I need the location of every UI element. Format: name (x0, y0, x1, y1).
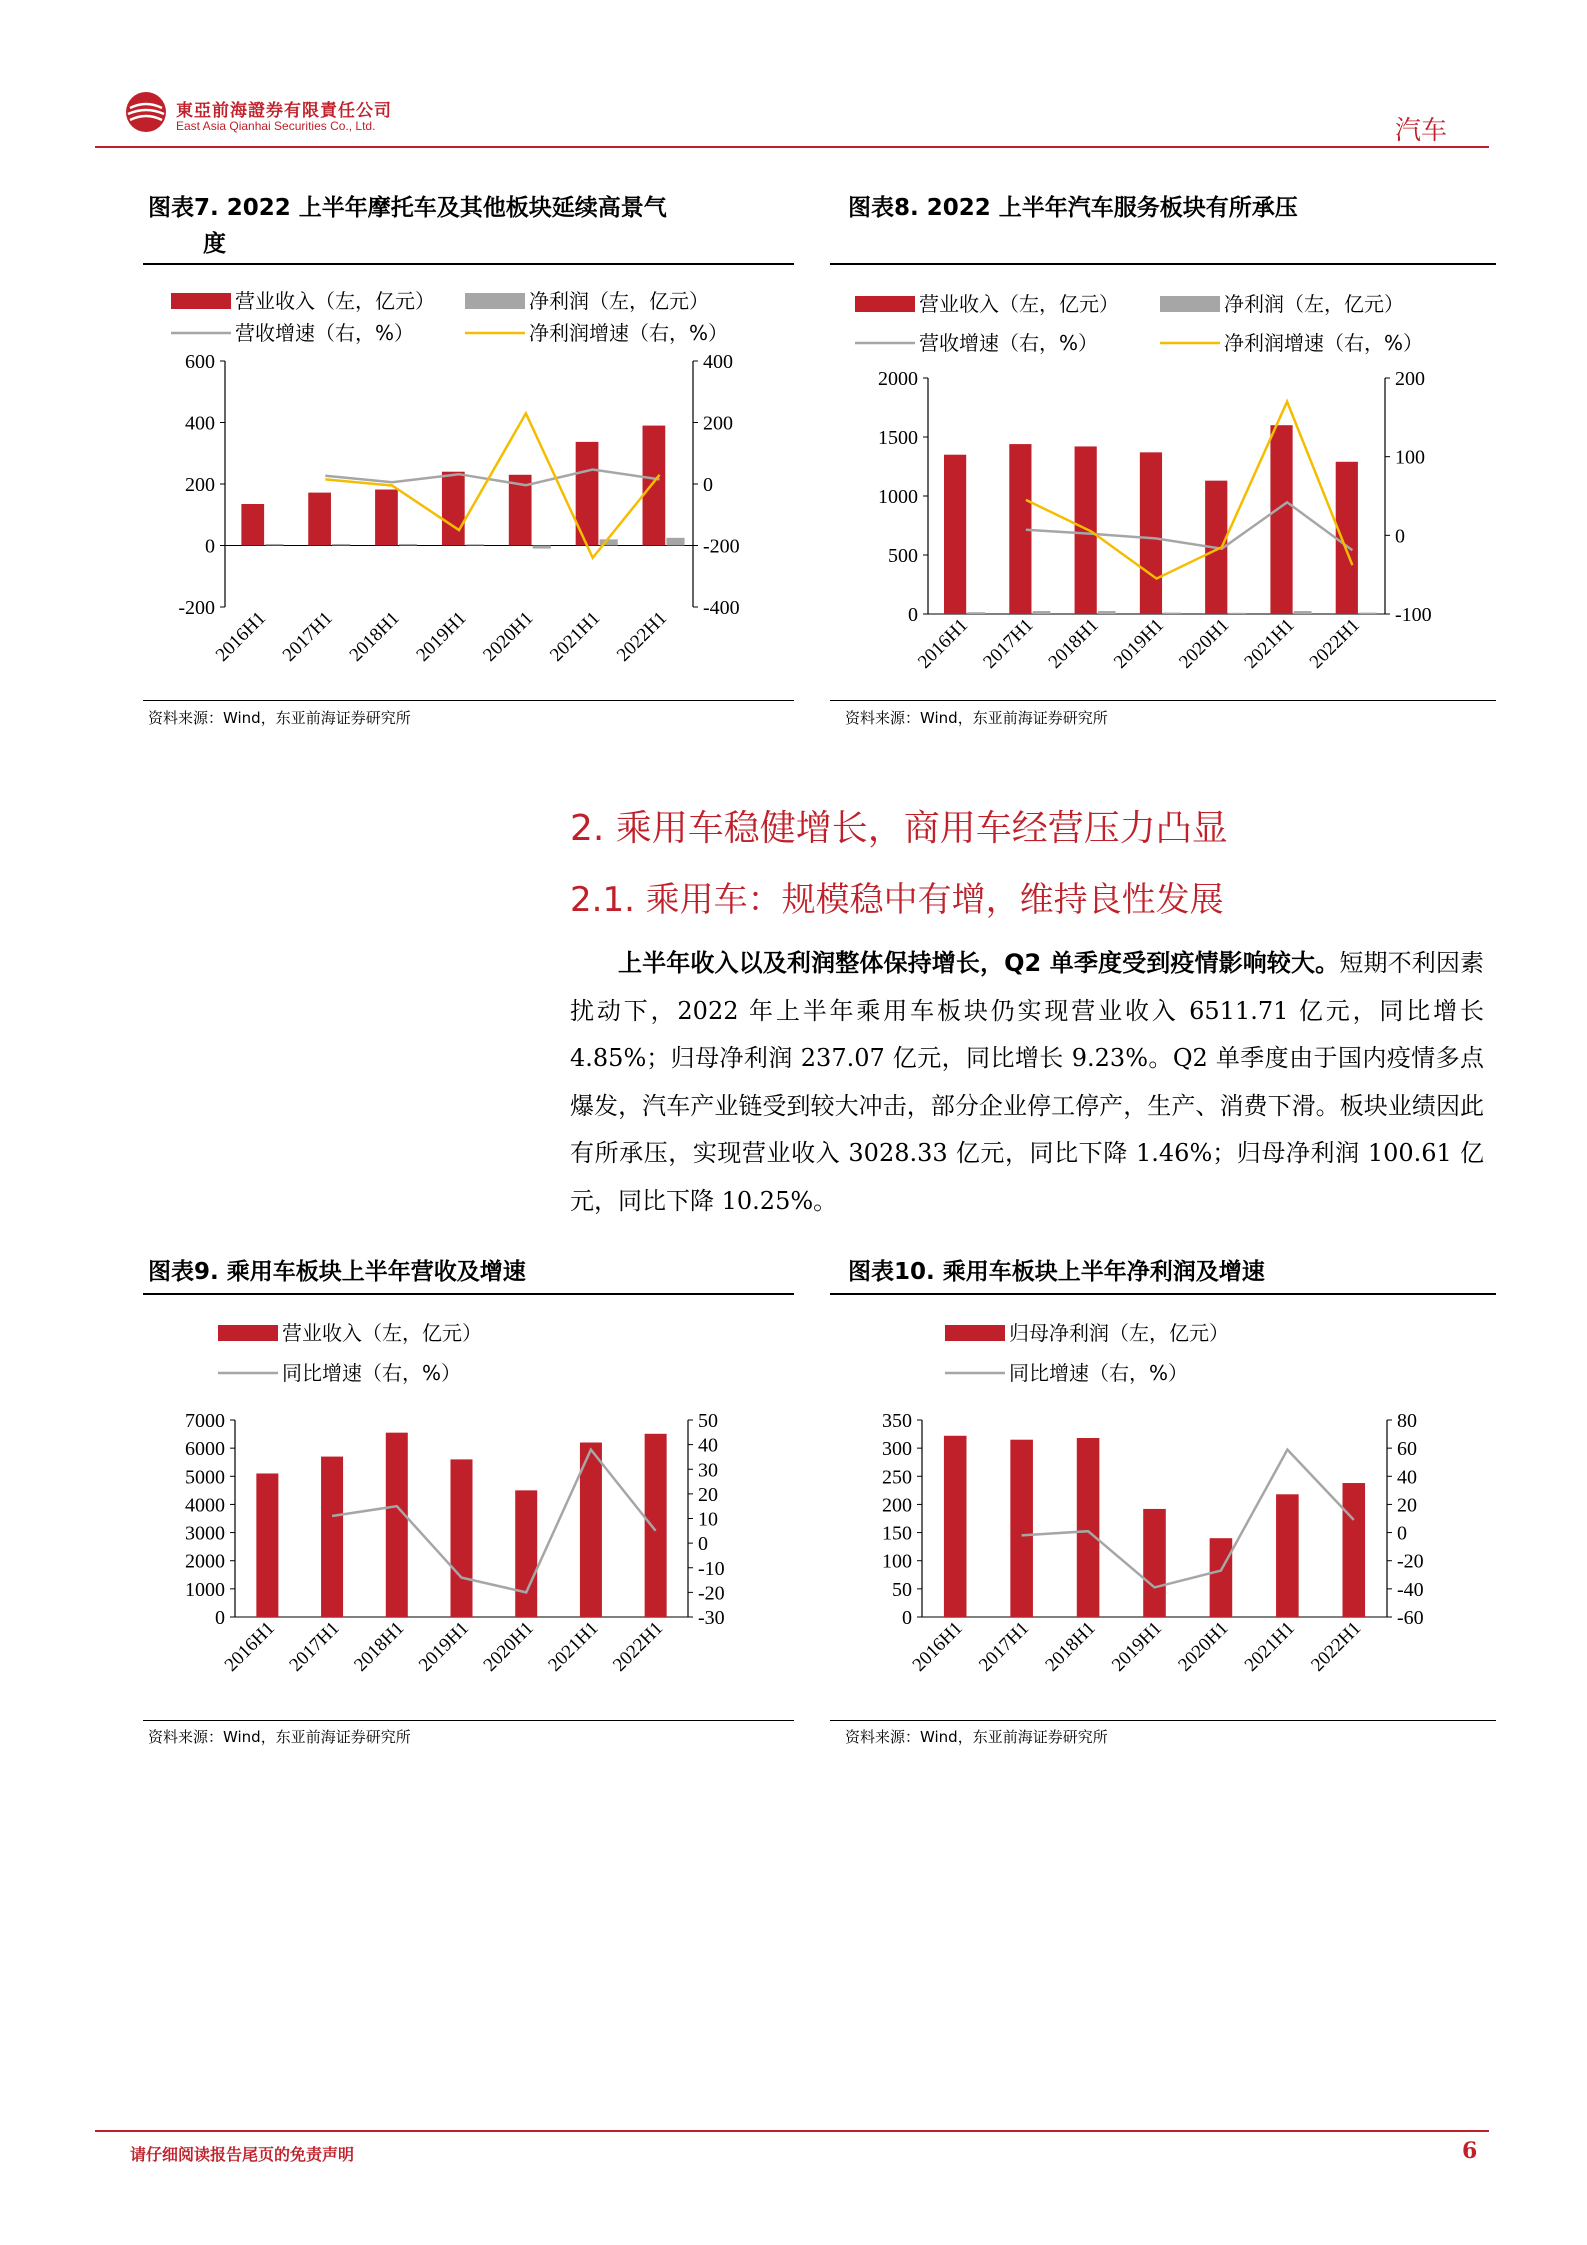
fig9-source: 资料来源：Wind，东亚前海证券研究所 (148, 1728, 411, 1746)
fig7-legend-label: 营收增速（右，%） (235, 321, 415, 345)
fig7-bar (308, 493, 331, 546)
fig8-bar (967, 612, 985, 614)
fig10-ytick-label: 0 (902, 1607, 912, 1629)
fig8-bar (944, 455, 966, 614)
fig8-bar (1163, 613, 1181, 614)
fig10-bar (1010, 1440, 1033, 1617)
fig7-source: 资料来源：Wind，东亚前海证券研究所 (148, 709, 411, 727)
fig10-y2tick-label: 0 (1397, 1522, 1407, 1545)
fig9-ytick-label: 5000 (185, 1466, 225, 1489)
footer-divider (95, 2130, 1489, 2132)
fig9-xtick-label: 2019H1 (414, 1617, 474, 1676)
fig7-y2tick-label: 200 (703, 412, 733, 435)
fig10-xtick-label: 2021H1 (1240, 1617, 1299, 1676)
fig10-ytick-label: 100 (882, 1550, 912, 1573)
fig7-bottom-rule (143, 700, 794, 701)
fig7-xtick-label: 2021H1 (546, 607, 605, 666)
fig8-bar (1033, 611, 1051, 614)
heading-section-2-1: 2.1. 乘用车：规模稳中有增，维持良性发展 (570, 880, 1224, 920)
fig10-y2tick-label: 60 (1397, 1438, 1417, 1461)
company-logo-icon (124, 90, 168, 134)
fig8-xtick-label: 2021H1 (1240, 614, 1299, 673)
fig9-bar (645, 1434, 667, 1617)
fig8-legend-label: 净利润（左，亿元） (1224, 292, 1404, 316)
fig8-y2tick-label: -100 (1395, 604, 1432, 626)
fig10-y2tick-label: -40 (1397, 1578, 1424, 1601)
fig10-chart (830, 1295, 1496, 1715)
fig7-ytick-label: 0 (205, 535, 215, 558)
fig7-legend-swatch (171, 293, 231, 309)
fig7-bar (666, 538, 684, 546)
fig7-bar (643, 426, 666, 546)
section-tag: 汽车 (1394, 116, 1447, 146)
fig8-ytick-label: 2000 (878, 368, 918, 390)
fig9-y2tick-label: 30 (698, 1459, 718, 1482)
fig10-ytick-label: 300 (882, 1438, 912, 1461)
fig8-xtick-label: 2018H1 (1044, 614, 1103, 673)
fig7-xtick-label: 2019H1 (412, 607, 471, 666)
fig9-ytick-label: 1000 (185, 1578, 225, 1601)
footer-disclaimer: 请仔细阅读报告尾页的免责声明 (130, 2145, 355, 2164)
fig10-xtick-label: 2022H1 (1307, 1617, 1366, 1676)
fig9-y2tick-label: -30 (698, 1607, 725, 1629)
fig7-bar (466, 544, 484, 545)
fig9-xtick-label: 2020H1 (479, 1617, 538, 1676)
fig9-bar (321, 1457, 343, 1617)
fig8-bar (1098, 611, 1116, 614)
fig8-legend-label: 营业收入（左，亿元） (919, 292, 1119, 316)
fig7-xtick-label: 2016H1 (211, 607, 270, 666)
fig8-y2tick-label: 200 (1395, 368, 1425, 390)
fig7-ytick-label: 400 (185, 412, 215, 435)
fig7-xtick-label: 2018H1 (345, 607, 404, 666)
fig7-ytick-label: 200 (185, 474, 215, 496)
fig10-series-line (1022, 1450, 1354, 1588)
fig9-ytick-label: 4000 (185, 1494, 225, 1517)
fig9-y2tick-label: 50 (698, 1410, 718, 1432)
fig7-bar (241, 504, 264, 546)
fig9-xtick-label: 2022H1 (609, 1617, 668, 1676)
fig8-xtick-label: 2019H1 (1109, 614, 1169, 673)
fig9-y2tick-label: 10 (698, 1508, 718, 1531)
fig9-y2tick-label: -20 (698, 1582, 725, 1605)
fig8-legend-swatch (855, 296, 915, 312)
fig10-y2tick-label: 40 (1397, 1466, 1417, 1489)
fig7-chart (143, 265, 794, 695)
fig9-legend-label: 同比增速（右，%） (282, 1361, 462, 1385)
fig7-xtick-label: 2017H1 (278, 607, 337, 666)
fig10-xtick-label: 2018H1 (1041, 1617, 1100, 1676)
fig9-xtick-label: 2016H1 (220, 1617, 279, 1676)
fig7-bar (533, 546, 551, 549)
fig8-bar (1270, 425, 1292, 614)
fig9-bar (256, 1473, 278, 1617)
fig10-y2tick-label: -60 (1397, 1607, 1424, 1629)
fig10-bar (1276, 1494, 1299, 1617)
fig9-bottom-rule (143, 1720, 794, 1721)
fig9-y2tick-label: 0 (698, 1533, 708, 1556)
fig8-xtick-label: 2020H1 (1175, 614, 1234, 673)
fig9-title: 图表9. 乘用车板块上半年营收及增速 (148, 1259, 526, 1285)
fig7-y2tick-label: 0 (703, 474, 713, 496)
page-number: 6 (1462, 2138, 1478, 2164)
fig10-ytick-label: 350 (882, 1410, 912, 1432)
fig9-legend-swatch (218, 1325, 278, 1341)
fig9-xtick-label: 2018H1 (350, 1617, 409, 1676)
fig7-bar (442, 472, 465, 546)
fig8-ytick-label: 1000 (878, 486, 918, 508)
fig10-xtick-label: 2017H1 (975, 1617, 1034, 1676)
header-divider (95, 146, 1489, 148)
fig8-source: 资料来源：Wind，东亚前海证券研究所 (845, 709, 1108, 727)
fig9-ytick-label: 0 (215, 1607, 225, 1629)
fig7-y2tick-label: 400 (703, 351, 733, 373)
fig10-bottom-rule (830, 1720, 1496, 1721)
fig7-bar (399, 544, 417, 546)
fig7-title-line1: 图表7. 2022 上半年摩托车及其他板块延续高景气 (148, 195, 667, 221)
paragraph-lead: 上半年收入以及利润整体保持增长，Q2 单季度受到疫情影响较大。 (618, 949, 1340, 977)
fig10-bar (944, 1436, 967, 1617)
fig10-title: 图表10. 乘用车板块上半年净利润及增速 (848, 1259, 1265, 1285)
fig10-ytick-label: 50 (892, 1578, 912, 1601)
fig7-y2tick-label: -200 (703, 535, 740, 558)
fig7-bar (332, 544, 350, 546)
fig7-bar (375, 490, 398, 546)
fig10-y2tick-label: -20 (1397, 1550, 1424, 1573)
fig9-y2tick-label: -10 (698, 1557, 725, 1580)
fig10-legend-label: 归母净利润（左，亿元） (1009, 1321, 1229, 1345)
fig10-bar (1077, 1438, 1100, 1617)
fig8-xtick-label: 2016H1 (914, 614, 973, 673)
fig7-y2tick-label: -400 (703, 597, 740, 619)
fig8-ytick-label: 1500 (878, 427, 918, 449)
fig8-xtick-label: 2022H1 (1305, 614, 1364, 673)
fig8-legend-label: 净利润增速（右，%） (1224, 331, 1424, 355)
body-paragraph (570, 940, 1484, 1225)
fig8-bar (1140, 452, 1162, 614)
fig7-legend-label: 净利润增速（右，%） (529, 321, 729, 345)
fig9-chart (143, 1295, 794, 1715)
fig10-xtick-label: 2020H1 (1174, 1617, 1233, 1676)
fig8-legend-label: 营收增速（右，%） (919, 331, 1099, 355)
fig8-title: 图表8. 2022 上半年汽车服务板块有所承压 (848, 195, 1298, 221)
fig8-ytick-label: 500 (888, 545, 918, 567)
fig7-ytick-label: -200 (178, 597, 215, 619)
fig8-bar (1294, 611, 1312, 614)
fig8-chart (830, 265, 1496, 695)
fig9-y2tick-label: 40 (698, 1434, 718, 1457)
fig7-ytick-label: 600 (185, 351, 215, 373)
company-name-en: East Asia Qianhai Securities Co., Ltd. (176, 119, 376, 133)
fig10-y2tick-label: 20 (1397, 1494, 1417, 1517)
fig9-bar (386, 1433, 408, 1617)
fig10-ytick-label: 150 (882, 1522, 912, 1545)
fig8-xtick-label: 2017H1 (979, 614, 1038, 673)
fig8-bar (1228, 613, 1246, 614)
fig7-legend-label: 营业收入（左，亿元） (235, 289, 435, 313)
fig7-xtick-label: 2020H1 (479, 607, 538, 666)
fig10-xtick-label: 2016H1 (908, 1617, 967, 1676)
fig9-xtick-label: 2021H1 (544, 1617, 603, 1676)
fig7-legend-swatch (465, 293, 525, 309)
fig7-title-line2: 度 (203, 231, 226, 257)
fig7-xtick-label: 2022H1 (612, 607, 672, 666)
fig9-ytick-label: 7000 (185, 1410, 225, 1432)
fig7-bar (265, 544, 283, 546)
fig10-bar (1210, 1538, 1233, 1617)
fig10-ytick-label: 200 (882, 1494, 912, 1517)
fig8-bar (1359, 613, 1377, 614)
fig8-y2tick-label: 0 (1395, 525, 1405, 548)
fig9-bar (515, 1490, 537, 1617)
fig10-xtick-label: 2019H1 (1107, 1617, 1167, 1676)
fig10-legend-swatch (945, 1325, 1005, 1341)
fig8-ytick-label: 0 (908, 604, 918, 626)
fig9-legend-label: 营业收入（左，亿元） (282, 1321, 482, 1345)
heading-section-2: 2. 乘用车稳健增长，商用车经营压力凸显 (570, 808, 1228, 849)
fig8-y2tick-label: 100 (1395, 446, 1425, 469)
fig9-series-line (332, 1450, 655, 1593)
fig9-bar (450, 1459, 472, 1617)
fig9-y2tick-label: 20 (698, 1483, 718, 1506)
fig7-legend-label: 净利润（左，亿元） (529, 289, 709, 313)
paragraph-body: 短期不利因素扰动下，2022 年上半年乘用车板块仍实现营业收入 6511.71 亿元，同比增长 4.85%；归母净利润 237.07 亿元，同比增长 9.23%。Q2 单季度由于国内疫情多点爆发，汽车产业链受到较大冲击，部分企业停工停产，生产、消费下滑。板块业绩因此有所承压，实现营业收入 3028.33 亿元，同比下降 1.46%；归母净利润 100.61 亿元，同比下降 10.25%。 (570, 949, 1484, 1215)
fig10-ytick-label: 250 (882, 1466, 912, 1489)
fig9-ytick-label: 6000 (185, 1438, 225, 1461)
fig10-bar (1143, 1509, 1166, 1617)
fig10-legend-label: 同比增速（右，%） (1009, 1361, 1189, 1385)
fig10-source: 资料来源：Wind，东亚前海证券研究所 (845, 1728, 1108, 1746)
company-name-cn: 東亞前海證券有限責任公司 (176, 101, 392, 121)
fig9-ytick-label: 3000 (185, 1522, 225, 1545)
fig8-legend-swatch (1160, 296, 1220, 312)
fig10-y2tick-label: 80 (1397, 1410, 1417, 1432)
fig8-bar (1336, 462, 1358, 614)
fig9-ytick-label: 2000 (185, 1550, 225, 1573)
fig9-xtick-label: 2017H1 (285, 1617, 344, 1676)
fig10-bar (1342, 1483, 1365, 1617)
fig7-title (148, 190, 788, 262)
fig8-bar (1075, 446, 1097, 614)
fig8-bottom-rule (830, 700, 1496, 701)
